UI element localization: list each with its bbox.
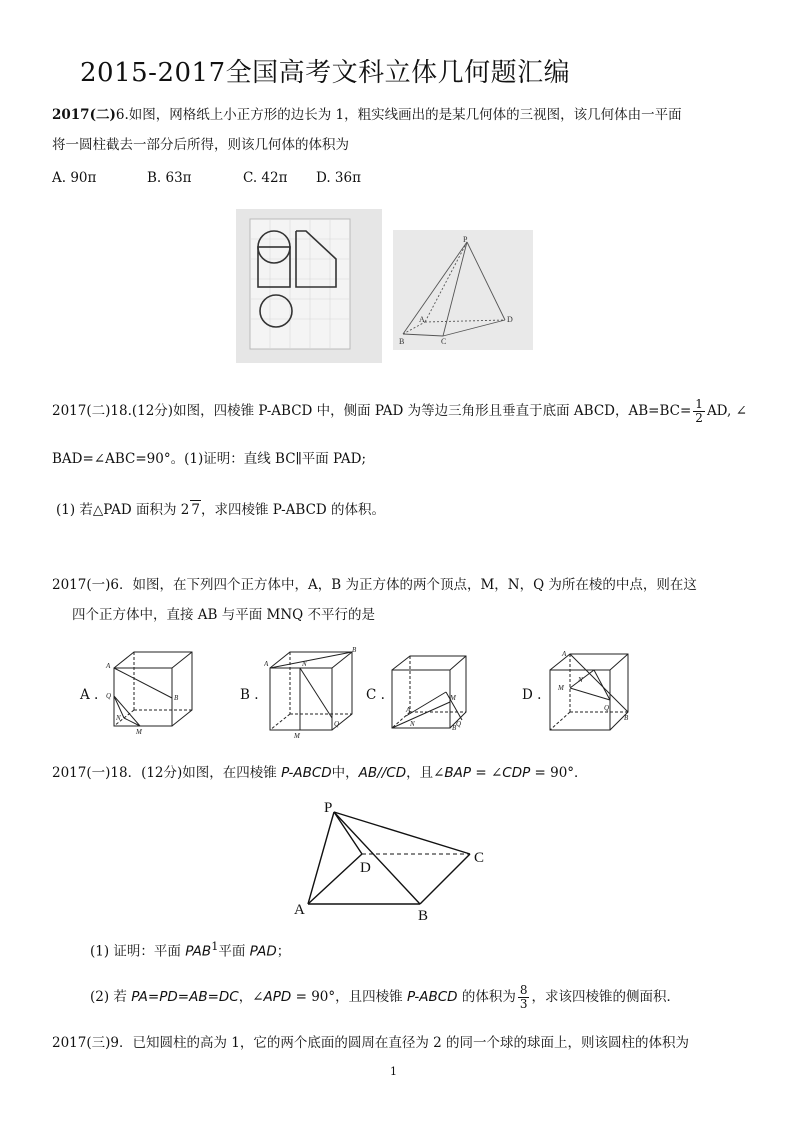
cube-figure-b — [264, 646, 360, 738]
pyramid-label-b: B — [418, 908, 429, 924]
cube-b-label-b: B — [352, 646, 357, 654]
fraction-eight-thirds — [518, 984, 530, 1011]
q4-text-i3: BAP — [444, 765, 472, 781]
question-2-text-3b: ，求四棱锥 P-ABCD 的体积。 — [200, 502, 386, 518]
question-3-line-1: 2017(一)6．如图，在下列四个正方体中，A，B 为正方体的两个顶点，M，N，Q 为所在棱的中点，则在这 — [52, 577, 697, 593]
question-2-line-1 — [52, 398, 747, 425]
q4-part1-i2: PAD — [249, 943, 277, 960]
q4-text-d: = ∠ — [471, 765, 503, 781]
label-d: D — [507, 315, 513, 324]
q4-text-c: ，且∠ — [406, 765, 445, 781]
q4-text-i2: AB//CD — [358, 765, 407, 781]
three-view-figure — [236, 209, 382, 363]
page-title: 2015-2017全国高考文科立体几何题汇编 — [80, 58, 571, 88]
cube-c-label-m: M — [450, 694, 456, 702]
cube-figure-c — [386, 652, 472, 734]
fraction-denominator: 2 — [695, 411, 703, 425]
pyramid-figure — [393, 230, 533, 350]
sqrt-seven: 7 — [191, 502, 200, 518]
question-1-text-1: 6.如图，网格纸上小正方形的边长为 1，粗实线画出的是某几何体的三视图，该几何体由一平面 — [115, 107, 682, 123]
question-2-line-2: BAD=∠ABC=90°。(1)证明：直线 BC∥平面 PAD; — [52, 451, 367, 467]
question-4-line-1 — [52, 764, 588, 782]
cube-d-label-a: A — [562, 650, 567, 658]
fraction-numerator-8: 8 — [519, 983, 528, 997]
q4-part1-i: PAB — [185, 943, 212, 960]
q4-part1-b: 平面 — [218, 943, 250, 960]
cube-option-c: C . — [366, 687, 385, 703]
cube-b-label-n: N — [302, 660, 307, 668]
cube-a-label-q: Q — [106, 692, 112, 700]
cube-b-label-m: M — [294, 732, 300, 738]
question-3-line-2: 四个正方体中，直接 AB 与平面 MNQ 不平行的是 — [72, 607, 376, 623]
q4-part2-i: PA=PD=AB=DC — [131, 989, 239, 1005]
q4-part2-a: (2) 若 — [90, 989, 132, 1005]
question-5-line-1: 2017(三)9．已知圆柱的高为 1，它的两个底面的圆周在直径为 2 的同一个球的球面上，则该圆柱的体积为 — [52, 1035, 690, 1051]
q4-part2-i2: APD — [263, 989, 292, 1005]
pyramid-label-p: P — [324, 800, 333, 816]
question-1-line-1 — [52, 106, 682, 124]
q4-part1-c: ； — [276, 943, 291, 960]
q4-part2-b: ，∠ — [238, 989, 264, 1005]
cube-d-label-m: M — [558, 684, 564, 692]
question-4-part-1 — [90, 938, 290, 961]
pyramid-label-a: A — [294, 902, 305, 918]
label-p: P — [463, 235, 468, 244]
option-d: D. 36π — [316, 170, 361, 186]
q4-text-i1: P-ABCD — [281, 765, 332, 781]
cube-c-label-a: A — [406, 706, 411, 714]
q4-part2-c: = 90°，且四棱锥 — [291, 989, 407, 1005]
fraction-half — [693, 398, 705, 425]
cube-a-label-b: B — [174, 694, 179, 702]
page-number: 1 — [390, 1065, 397, 1078]
cube-figure-a — [104, 648, 196, 734]
cube-c-label-b: B — [452, 724, 457, 732]
question-2-text-1a: 2017(二)18.(12分)如图，四棱锥 P-ABCD 中，侧面 PAD 为等边三角形且垂直于底面 ABCD，AB=BC= — [52, 403, 692, 419]
q4-part2-i3: P-ABCD — [406, 989, 458, 1005]
q4-part2-d: 的体积为 — [457, 989, 516, 1005]
cube-a-label-n: N — [116, 714, 121, 722]
q4-text-a: 2017(一)18．(12分)如图，在四棱锥 — [52, 765, 282, 781]
q4-text-b: 中， — [331, 765, 359, 781]
option-c: C. 42π — [243, 170, 288, 186]
cube-option-b: B . — [240, 687, 259, 703]
question-2-text-1b: AD, ∠ — [706, 403, 747, 419]
cube-a-label-m: M — [136, 728, 142, 734]
q4-part1-a: (1) 证明：平面 — [90, 943, 186, 960]
cube-d-label-b: B — [624, 714, 629, 722]
cube-c-label-q: Q — [456, 720, 462, 728]
label-b: B — [399, 337, 405, 346]
question-1-line-2: 将一圆柱截去一部分后所得，则该几何体的体积为 — [52, 137, 349, 153]
question-1-tag: 2017(二) — [52, 107, 116, 123]
q4-text-i4: CDP — [502, 765, 531, 781]
cube-b-label-a: A — [264, 660, 269, 668]
cube-b-label-q: Q — [334, 720, 340, 728]
label-c: C — [441, 337, 447, 346]
fraction-denominator-3: 3 — [519, 997, 528, 1011]
pyramid-figure-large — [290, 796, 500, 924]
cube-c-label-n: N — [410, 720, 415, 728]
cube-a-label-a: A — [106, 662, 111, 670]
question-2-text-3a: (1) 若△PAD 面积为 2 — [56, 502, 190, 518]
question-2-line-3 — [56, 500, 385, 519]
q4-text-e: = 90°． — [530, 765, 588, 781]
pyramid-label-d: D — [360, 860, 371, 876]
cube-figure-d — [544, 648, 634, 734]
fraction-numerator: 1 — [695, 397, 703, 411]
pyramid-label-c: C — [474, 850, 485, 866]
q4-part2-e: ，求该四棱锥的侧面积． — [531, 989, 680, 1005]
cube-d-label-q: Q — [604, 704, 610, 712]
option-a: A. 90π — [52, 170, 97, 186]
cube-option-a: A . — [80, 687, 99, 703]
option-b: B. 63π — [147, 170, 192, 186]
cube-d-label-n: N — [578, 676, 583, 684]
label-a: A — [419, 315, 425, 324]
cube-option-d: D . — [522, 687, 542, 703]
q4-part1-sup: 1 — [211, 940, 219, 953]
question-4-part-2 — [90, 984, 680, 1011]
